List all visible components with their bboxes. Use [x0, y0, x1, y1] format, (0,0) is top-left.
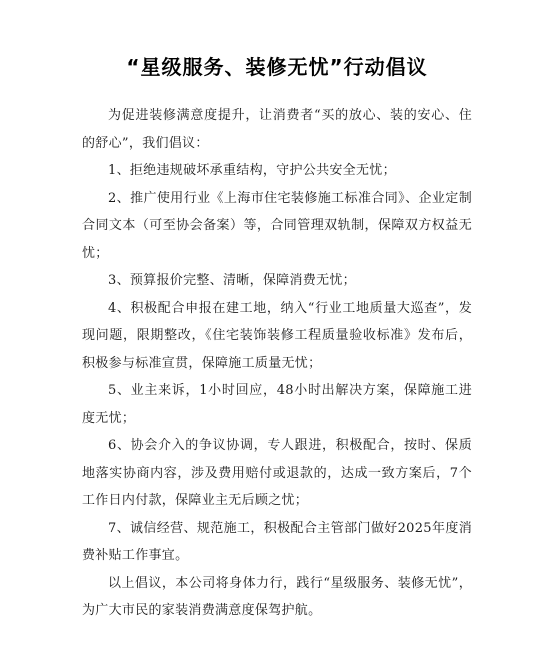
initiative-item-3: 3、预算报价完整、清晰，保障消费无忧； [108, 273, 356, 288]
initiative-item-2: 2、推广使用行业《上海市住宅装修施工标准合同》、企业定制合同文本（可至协会备案）等，合同管理双轨制，保障双方权益无忧； [82, 190, 472, 261]
initiative-item-7: 7、诚信经营、规范施工，积极配合主管部门做好2025年度消费补贴工作事宜。 [82, 520, 472, 563]
initiative-item-6: 6、协会介入的争议协调，专人跟进，积极配合，按时、保质地落实协商内容，涉及费用赔付或退款的，达成一致方案后，7个工作日内付款，保障业主无后顾之忧； [82, 438, 472, 508]
initiative-item-5: 5、业主来诉，1小时回应，48小时出解决方案，保障施工进度无忧； [82, 383, 472, 426]
initiative-item-1: 1、拒绝违规破坏承重结构，守护公共安全无忧； [108, 163, 396, 178]
document-title: “星级服务、装修无忧”行动倡议 [126, 55, 428, 79]
initiative-item-4: 4、积极配合申报在建工地，纳入“行业工地质量大巡查”，发现问题，限期整改，《住宅装饰装修工程质量验收标准》发布后，积极参与标准宣贯，保障施工质量无忧； [82, 300, 472, 371]
intro-paragraph: 为促进装修满意度提升，让消费者“买的放心、装的安心、住的舒心”，我们倡议： [82, 108, 472, 151]
closing-paragraph: 以上倡议，本公司将身体力行，践行“星级服务、装修无忧”，为广大市民的家装消费满意度保驾护航。 [82, 575, 472, 618]
